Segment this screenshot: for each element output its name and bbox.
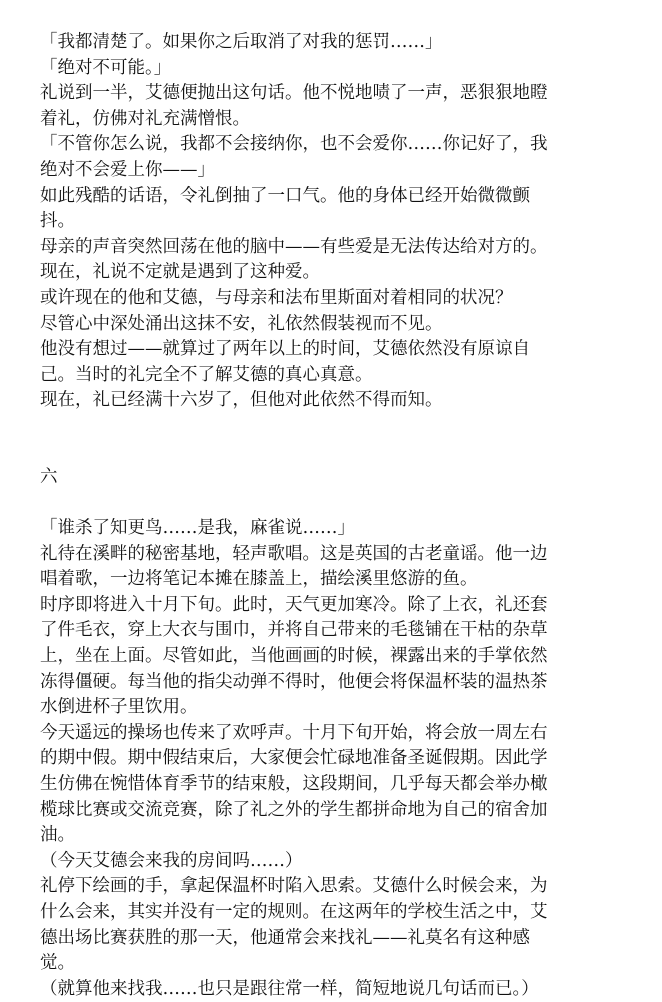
text-line: 德出场比赛获胜的那一天，他通常会来找礼——礼莫名有这种感 — [40, 927, 530, 948]
section-1 — [40, 30, 630, 414]
text-line: 礼说到一半，艾德便抛出这句话。他不悦地啧了一声，恶狠狠地瞪 — [40, 83, 548, 104]
text-line: 如此残酷的话语，令礼倒抽了一口气。他的身体已经开始微微颤 — [40, 185, 530, 206]
text-line: 现在，礼已经满十六岁了，但他对此依然不得而知。 — [40, 390, 443, 411]
text-line: 榄球比赛或交流竞赛，除了礼之外的学生都拼命地为自己的宿舍加 — [40, 799, 548, 820]
text-line: 今天遥远的操场也传来了欢呼声。十月下旬开始，将会放一周左右 — [40, 722, 548, 743]
text-line: 「不管你怎么说，我都不会接纳你，也不会爱你……你记好了，我 — [40, 134, 548, 155]
chapter-heading: 六 — [40, 466, 58, 487]
text-line: 绝对不会爱上你——」 — [40, 159, 215, 180]
text-line: 觉。 — [40, 953, 75, 974]
text-line: 抖。 — [40, 211, 75, 232]
document-page — [40, 30, 630, 1002]
text-line: 的期中假。期中假结束后，大家便会忙碌地准备圣诞假期。因此学 — [40, 748, 548, 769]
text-line: 「绝对不可能。」 — [40, 57, 172, 78]
section-2 — [40, 516, 630, 1002]
text-line: 现在，礼说不定就是遇到了这种爱。 — [40, 262, 320, 283]
text-line: 他没有想过——就算过了两年以上的时间，艾德依然没有原谅自 — [40, 339, 530, 360]
text-line: 礼停下绘画的手，拿起保温杯时陷入思索。艾德什么时候会来，为 — [40, 876, 548, 897]
text-line: 生仿佛在惋惜体育季节的结束般，这段期间，几乎每天都会举办橄 — [40, 774, 548, 795]
text-line: 什么会来，其实并没有一定的规则。在这两年的学校生活之中，艾 — [40, 902, 548, 922]
text-line: 上，坐在上面。尽管如此，当他画画的时候，裸露出来的手掌依然 — [40, 646, 548, 667]
text-line: 时序即将进入十月下旬。此时，天气更加寒冷。除了上衣，礼还套 — [40, 594, 548, 615]
text-line: 了件毛衣，穿上大衣与围巾，并将自己带来的毛毯铺在干枯的杂草 — [40, 620, 548, 641]
text-line: 母亲的声音突然回荡在他的脑中——有些爱是无法传达给对方的。 — [40, 236, 548, 257]
text-line: 水倒进杯子里饮用。 — [40, 697, 198, 718]
text-line: 油。 — [40, 825, 75, 846]
text-line: 「谁杀了知更鸟……是我，麻雀说……」 — [40, 518, 355, 539]
text-line: （就算他来找我……也只是跟往常一样，简短地说几句话而已。） — [40, 978, 539, 999]
text-line: 礼待在溪畔的秘密基地，轻声歌唱。这是英国的古老童谣。他一边 — [40, 543, 548, 564]
text-line: 己。当时的礼完全不了解艾德的真心真意。 — [40, 364, 373, 385]
text-line: 「我都清楚了。如果你之后取消了对我的惩罚……」 — [40, 32, 443, 52]
text-line: 冻得僵硬。每当他的指尖动弹不得时，他便会将保温杯装的温热茶 — [40, 671, 548, 692]
heading-gap — [40, 491, 630, 517]
text-line: 着礼，仿佛对礼充满憎恨。 — [40, 108, 250, 129]
text-line: 唱着歌，一边将笔记本摊在膝盖上，描绘溪里悠游的鱼。 — [40, 569, 478, 590]
section-gap — [40, 414, 630, 465]
text-line: 或许现在的他和艾德，与母亲和法布里斯面对着相同的状况？ — [40, 287, 513, 308]
text-line: （今天艾德会来我的房间吗……） — [40, 850, 303, 871]
text-line: 尽管心中深处涌出这抹不安，礼依然假装视而不见。 — [40, 313, 443, 334]
